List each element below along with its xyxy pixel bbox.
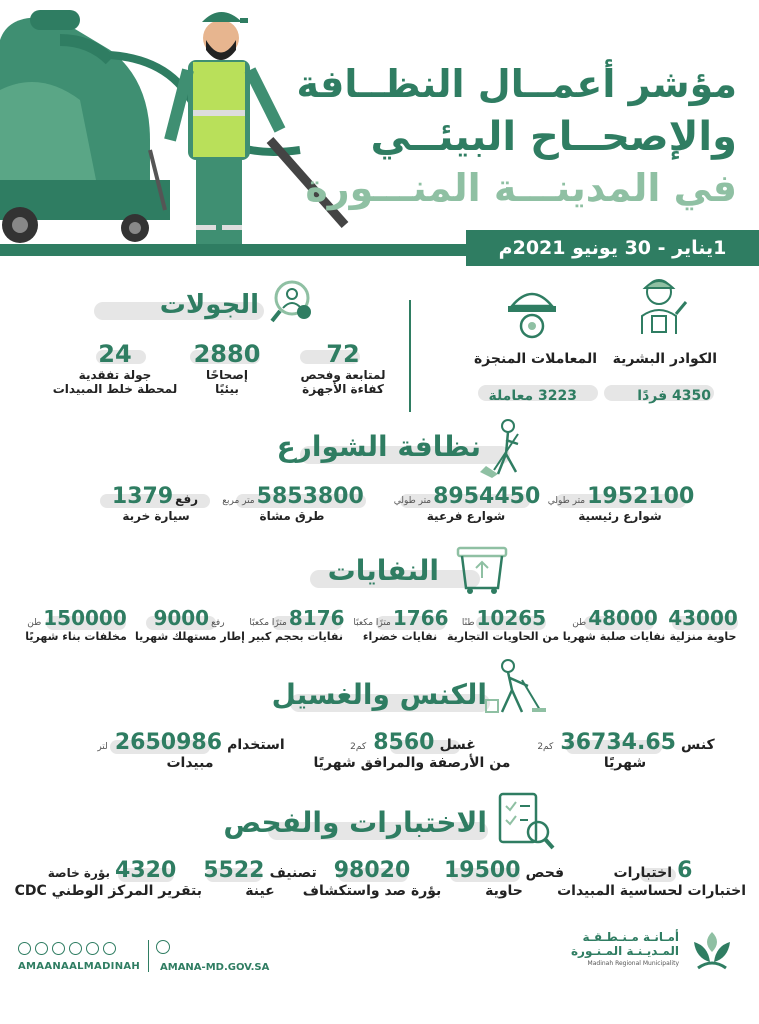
sweeping-title: الكنس والغسيل [271, 678, 487, 711]
sweeping-item-3: استخدام 2650986 لتر مبيدات [97, 730, 285, 771]
sweeping-item-1: كنس 36734.65 كم2 شهريًا [537, 730, 715, 771]
social-links [18, 942, 140, 972]
municipality-name-en: Madinah Regional Municipality [587, 960, 679, 967]
waste-item-4: 1766مترًا مكعبًا نفايات خضراء [353, 606, 449, 643]
waste-item-2: 48000طن نفايات صلبة شهريا [562, 606, 666, 643]
section-divider [409, 300, 411, 412]
street-sweeper-icon [474, 414, 530, 478]
recycle-bin-icon [452, 540, 512, 596]
twitter-icon[interactable] [35, 942, 48, 955]
worker-illustration [0, 0, 360, 250]
youtube-icon[interactable] [86, 942, 99, 955]
streets-item-3: 5853800متر مربع طرق مشاة [222, 484, 364, 523]
linkedin-icon[interactable] [103, 942, 116, 955]
waste-item-3: 10265طنًا من الحاويات التجارية [446, 606, 560, 643]
transactions-title: المعاملات المنجزة [473, 351, 597, 367]
sweeping-item-2: غسل 8560 كم2 من الأرصفة والمرافق شهريًا [313, 730, 511, 771]
waste-item-6: رفع9000 إطار مستهلك شهريا [135, 606, 245, 643]
title-line-3: في المدينـــة المنـــورة [305, 166, 737, 210]
tours-item-1: 72 لمتابعة وفحص كفاءة الأجهزة [300, 340, 386, 396]
tests-title: الاختبارات والفحص [223, 806, 487, 839]
tests-item-1: 6 اختبارات اختبارات لحساسية المبيدات [557, 858, 746, 899]
tours-title: الجولات [159, 290, 259, 320]
tests-item-4: تصنيف 5522 عينة [203, 858, 317, 899]
header-band [0, 244, 520, 256]
title-line-2: والإصحــاح البيئــي [370, 114, 737, 160]
streets-item-1: 1952100متر طولي شوارع رئيسية [547, 484, 695, 523]
checklist-magnifier-icon [496, 790, 556, 852]
waste-item-1: 43000 حاوية منزلية [668, 606, 738, 643]
municipality-name: أمـانـة مـنـطـقـة المـديـنـة المـنـورة [570, 930, 679, 958]
waste-item-5: 8176مترًا مكعبًا نفايات بحجم كبير [249, 606, 345, 643]
municipality-logo-icon [688, 928, 736, 972]
social-handle[interactable]: AMAANAALMADINAH [18, 961, 141, 972]
globe-icon [156, 940, 170, 954]
mopping-worker-icon [482, 656, 548, 716]
staff-title: الكوادر البشرية [612, 351, 717, 367]
tests-item-5: 4320 بؤرة خاصة بتقرير المركز الوطني CDC [14, 858, 202, 899]
streets-item-2: 8954450متر طولي شوارع فرعية [393, 484, 541, 523]
website-link[interactable]: AMANA-MD.GOV.SA [160, 962, 270, 973]
streets-title: نظافة الشوارع [276, 430, 481, 463]
facebook-icon[interactable] [18, 942, 31, 955]
magnifier-person-icon [268, 278, 316, 326]
instagram-icon[interactable] [52, 942, 65, 955]
waste-title: النفايات [327, 554, 439, 587]
tests-item-3: 98020 بؤرة صد واستكشاف [302, 858, 442, 899]
tours-item-2: 2880 إصحاحًا بيئيًا [193, 340, 261, 396]
streets-item-4: رفع1379 سيارة خربة [111, 484, 199, 523]
title-line-1: مؤشر أعمــال النظــافة [296, 62, 737, 106]
footer-divider [148, 940, 149, 972]
worker-helmet-icon [630, 274, 688, 338]
gear-helmet-icon [500, 282, 564, 342]
tests-item-2: فحص 19500 حاوية [444, 858, 564, 899]
tours-item-3: 24 جولة تفقدية لمحطة خلط المبيدات [52, 340, 178, 396]
snapchat-icon[interactable] [69, 942, 82, 955]
waste-item-7: 150000طن مخلفات بناء شهريًا [25, 606, 127, 643]
staff-value: 4350 فردًا [637, 388, 711, 404]
date-range: 1يناير - 30 يونيو 2021م [466, 230, 759, 266]
transactions-value: 3223 معاملة [488, 388, 577, 404]
